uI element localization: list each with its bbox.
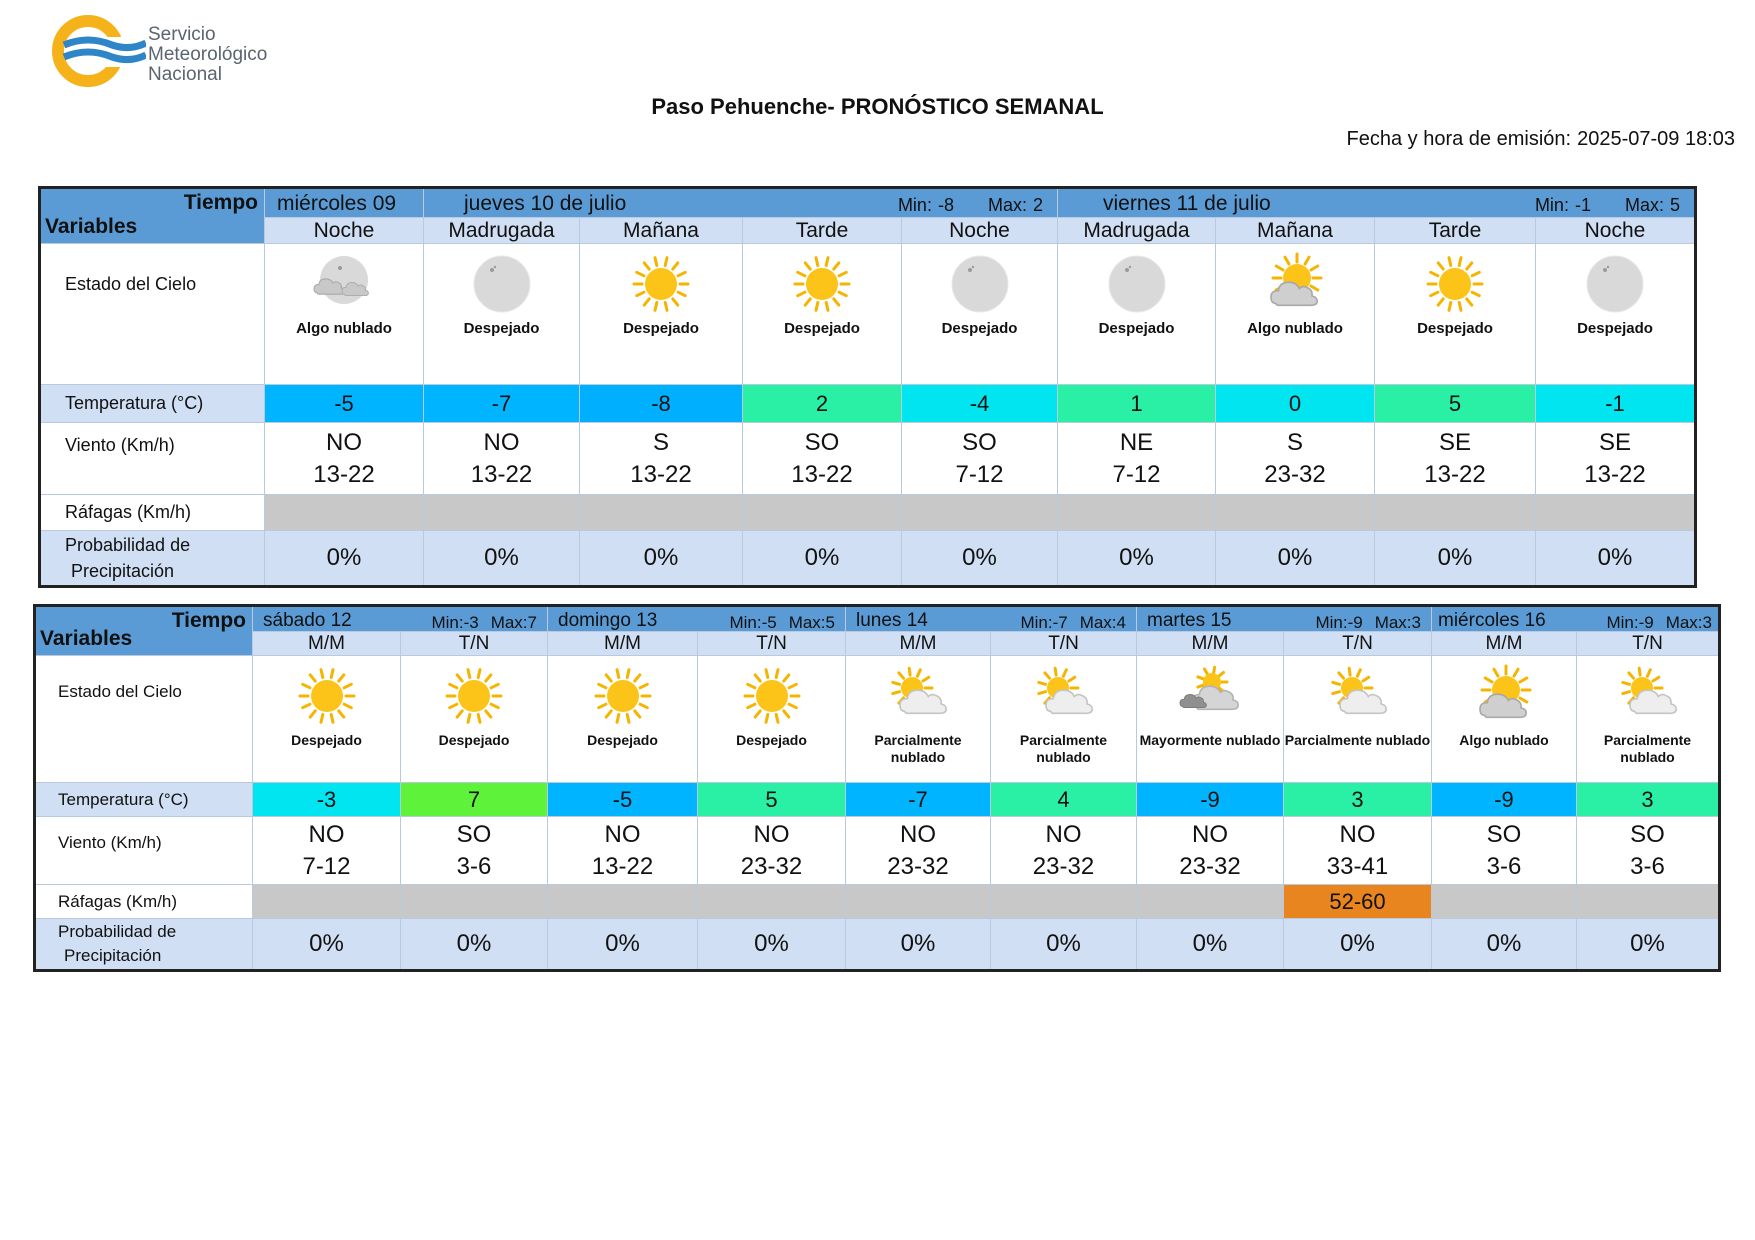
wind-cell — [1536, 423, 1696, 495]
sky-text: Despejado — [587, 732, 658, 748]
wind-speed: 23-32 — [887, 852, 949, 880]
max-label: Max: — [1665, 613, 1703, 632]
gust-row — [40, 495, 1696, 531]
forecast-table-2 — [33, 604, 1721, 972]
precipitation-cell: 0% — [265, 531, 424, 587]
sky-text: Despejado — [1417, 320, 1493, 337]
moon-icon — [470, 252, 534, 316]
precipitation-cell: 0% — [1536, 531, 1696, 587]
wind-speed: 13-22 — [470, 460, 533, 488]
temperature-cell: 3 — [1284, 783, 1432, 817]
wind-cell — [1137, 817, 1284, 885]
period-cell: T/N — [698, 632, 846, 656]
day-header — [1137, 606, 1432, 632]
sun-icon — [1423, 252, 1487, 316]
sky-row — [35, 656, 1720, 783]
gust-label: Ráfagas (Km/h) — [35, 885, 253, 919]
sky-cell — [1216, 244, 1375, 385]
sky-text: Despejado — [623, 320, 699, 337]
min-max — [425, 613, 537, 632]
max-value: 3 — [1411, 613, 1421, 632]
temp-row — [35, 783, 1720, 817]
logo-line: Nacional — [148, 64, 222, 85]
sun-icon — [740, 664, 804, 728]
sun-icon — [629, 252, 693, 316]
min-max — [1014, 613, 1126, 632]
wind-cell — [424, 423, 580, 495]
max-value: 7 — [527, 613, 537, 632]
sun-icon — [442, 664, 506, 728]
prob-label-line: Precipitación — [71, 561, 175, 581]
wind-speed: 3-6 — [1486, 852, 1522, 880]
tiempo-label: Tiempo — [171, 609, 246, 632]
sky-cell — [1432, 656, 1577, 783]
day-name: martes 15 — [1147, 610, 1232, 631]
gust-cell — [698, 885, 846, 919]
temp-label: Temperatura (°C) — [35, 783, 253, 817]
variables-label: Variables — [45, 215, 138, 238]
wind-cell — [846, 817, 991, 885]
wind-cell — [698, 817, 846, 885]
min-max — [1529, 195, 1680, 216]
sky-cell — [401, 656, 548, 783]
wind-cell — [1432, 817, 1577, 885]
wind-cell — [991, 817, 1137, 885]
period-cell: Madrugada — [424, 218, 580, 244]
temperature-cell: -1 — [1536, 385, 1696, 423]
temperature-cell: -7 — [424, 385, 580, 423]
sky-text: Despejado — [1098, 320, 1175, 337]
sky-text: Mayormente nublado — [1139, 732, 1281, 748]
max-value: 4 — [1116, 613, 1126, 632]
wind-direction: SO — [1630, 820, 1665, 848]
period-cell: M/M — [548, 632, 698, 656]
variables-header — [40, 188, 265, 244]
sky-text: Parcialmente nublado — [1284, 732, 1431, 748]
sky-cell — [424, 244, 580, 385]
gust-cell — [1216, 495, 1375, 531]
wind-direction: SO — [456, 820, 492, 848]
variables-label: Variables — [40, 627, 133, 650]
period-cell: Mañana — [580, 218, 743, 244]
precipitation-cell: 0% — [902, 531, 1058, 587]
gust-cell — [265, 495, 424, 531]
sky-text: Algo nublado — [1247, 320, 1343, 337]
max-label: Max: — [788, 613, 826, 632]
gust-row — [35, 885, 1720, 919]
prob-label — [40, 531, 265, 587]
max-label: Max: — [490, 613, 528, 632]
temperature-cell: 5 — [698, 783, 846, 817]
sky-text: Despejado — [784, 320, 860, 337]
day-header — [424, 188, 1058, 218]
sky-cell — [580, 244, 743, 385]
wind-cell — [548, 817, 698, 885]
moon-icon — [1105, 252, 1169, 316]
sky-cell — [265, 244, 424, 385]
sky-cell — [253, 656, 401, 783]
min-value: -3 — [463, 613, 479, 632]
min-label: Min: — [1534, 195, 1569, 215]
wind-cell — [1375, 423, 1536, 495]
sky-cell — [846, 656, 991, 783]
period-cell: M/M — [1137, 632, 1284, 656]
gust-cell — [401, 885, 548, 919]
wind-label: Viento (Km/h) — [40, 423, 265, 495]
gust-cell — [1137, 885, 1284, 919]
wind-speed: 13-22 — [313, 460, 375, 488]
day-name: sábado 12 — [263, 610, 352, 631]
sky-text: Despejado — [438, 732, 510, 748]
sky-text: Algo nublado — [1459, 732, 1549, 748]
sky-cell — [548, 656, 698, 783]
logo-line: Meteorológico — [148, 44, 268, 65]
temperature-cell: 2 — [743, 385, 902, 423]
prob-row — [40, 531, 1696, 587]
sky-cell — [1375, 244, 1536, 385]
gust-cell — [1432, 885, 1577, 919]
period-cell: T/N — [401, 632, 548, 656]
precipitation-cell: 0% — [1375, 531, 1536, 587]
prob-label-line: Precipitación — [64, 946, 162, 965]
max-label: Max: — [1374, 613, 1412, 632]
wind-speed: 7-12 — [1112, 460, 1161, 488]
day-header — [1432, 606, 1720, 632]
day-name: miércoles 09 — [277, 192, 397, 215]
wind-speed: 13-22 — [630, 460, 692, 488]
max-label: Max: — [1079, 613, 1117, 632]
min-value: -5 — [761, 613, 777, 632]
min-label: Min: — [1315, 613, 1348, 632]
day-header — [253, 606, 548, 632]
wind-direction: NO — [1045, 820, 1082, 848]
sky-cell — [743, 244, 902, 385]
wind-direction: NO — [1192, 820, 1228, 848]
sky-cell — [1577, 656, 1720, 783]
wind-speed: 3-6 — [456, 852, 492, 880]
wind-speed: 13-22 — [1424, 460, 1486, 488]
wind-direction: S — [652, 428, 669, 456]
sky-cell — [1137, 656, 1284, 783]
min-max — [892, 195, 1043, 216]
prob-label-line: Probabilidad de — [65, 535, 191, 555]
sky-text: Despejado — [463, 320, 540, 337]
precipitation-cell: 0% — [548, 919, 698, 971]
sky-cell — [1536, 244, 1696, 385]
emission-date — [1341, 128, 1735, 151]
temperature-cell: 7 — [401, 783, 548, 817]
day-name: domingo 13 — [558, 610, 658, 631]
wind-direction: SE — [1438, 428, 1471, 456]
precipitation-cell: 0% — [580, 531, 743, 587]
gust-label: Ráfagas (Km/h) — [40, 495, 265, 531]
gust-cell — [424, 495, 580, 531]
temperature-cell: -7 — [846, 783, 991, 817]
temperature-cell: -8 — [580, 385, 743, 423]
gust-cell — [1375, 495, 1536, 531]
gust-cell — [580, 495, 743, 531]
wind-direction: SO — [804, 428, 840, 456]
day-name: lunes 14 — [856, 610, 928, 631]
wind-speed: 33-41 — [1326, 852, 1389, 880]
period-cell: M/M — [253, 632, 401, 656]
min-value: -8 — [937, 195, 954, 215]
precipitation-cell: 0% — [1577, 919, 1720, 971]
min-max — [1309, 613, 1421, 632]
variables-header — [35, 606, 253, 656]
min-value: -9 — [1638, 613, 1654, 632]
wind-speed: 23-32 — [1179, 852, 1241, 880]
wind-speed: 23-32 — [740, 852, 803, 880]
sun-cloud-icon — [1326, 664, 1390, 728]
precipitation-cell: 0% — [1432, 919, 1577, 971]
sun-icon — [295, 664, 359, 728]
wind-speed: 3-6 — [1630, 852, 1665, 880]
sky-text: Despejado — [736, 732, 807, 748]
sun-icon — [591, 664, 655, 728]
page-title: Paso Pehuenche- PRONÓSTICO SEMANAL — [651, 94, 1104, 119]
sky-cell — [991, 656, 1137, 783]
sun-cloud-icon — [1616, 664, 1680, 728]
wind-row — [40, 423, 1696, 495]
wind-direction: NO — [483, 428, 520, 456]
smn-logo-icon — [50, 15, 146, 87]
wind-cell — [1216, 423, 1375, 495]
temp-row — [40, 385, 1696, 423]
max-label: Max: — [1624, 195, 1664, 215]
wind-direction: SO — [1486, 820, 1522, 848]
period-cell: Madrugada — [1058, 218, 1216, 244]
temperature-cell: -3 — [253, 783, 401, 817]
wind-cell — [1577, 817, 1720, 885]
sky-text: Parcialmente nublado — [874, 732, 962, 765]
wind-cell — [902, 423, 1058, 495]
sun-cloud-icon — [886, 664, 950, 728]
day-header — [1058, 188, 1696, 218]
gust-cell — [548, 885, 698, 919]
period-cell: Tarde — [743, 218, 902, 244]
wind-row — [35, 817, 1720, 885]
sky-text: Algo nublado — [296, 320, 392, 337]
wind-label: Viento (Km/h) — [35, 817, 253, 885]
precipitation-cell: 0% — [1137, 919, 1284, 971]
sun-cloud-icon — [1032, 664, 1096, 728]
sky-text: Parcialmente nublado — [1019, 732, 1108, 765]
moon-icon — [948, 252, 1012, 316]
precipitation-cell: 0% — [253, 919, 401, 971]
temperature-cell: -9 — [1432, 783, 1577, 817]
day-name: miércoles 16 — [1438, 610, 1546, 631]
min-label: Min: — [1020, 613, 1053, 632]
wind-speed: 13-22 — [791, 460, 853, 488]
smn-logo — [50, 15, 310, 95]
wind-direction: NO — [308, 820, 345, 848]
sky-label: Estado del Cielo — [35, 656, 253, 783]
wind-speed: 7-12 — [302, 852, 351, 880]
wind-speed: 23-32 — [1032, 852, 1095, 880]
period-cell: M/M — [1432, 632, 1577, 656]
day-name: viernes 11 de julio — [1103, 192, 1271, 215]
sky-cell — [902, 244, 1058, 385]
max-value: 5 — [825, 613, 835, 632]
min-max — [1600, 613, 1712, 632]
sky-text: Despejado — [291, 732, 362, 748]
forecast-table-1 — [38, 186, 1697, 588]
day-header — [548, 606, 846, 632]
min-label: Min: — [1606, 613, 1639, 632]
min-label: Min: — [897, 195, 932, 215]
sky-text: Despejado — [941, 320, 1018, 337]
moon-icon — [1583, 252, 1647, 316]
prob-label — [35, 919, 253, 971]
precipitation-cell: 0% — [1216, 531, 1375, 587]
precipitation-cell: 0% — [424, 531, 580, 587]
sky-text: Parcialmente nublado — [1603, 732, 1692, 765]
wind-cell — [1058, 423, 1216, 495]
sky-label: Estado del Cielo — [40, 244, 265, 385]
sun-partly-cloudy-icon — [1263, 252, 1327, 316]
day-name: jueves 10 de julio — [464, 192, 627, 215]
precipitation-cell: 0% — [846, 919, 991, 971]
temperature-cell: -4 — [902, 385, 1058, 423]
temperature-cell: -9 — [1137, 783, 1284, 817]
precipitation-cell: 0% — [743, 531, 902, 587]
gust-cell — [743, 495, 902, 531]
precipitation-cell: 0% — [991, 919, 1137, 971]
min-value: -9 — [1347, 613, 1363, 632]
gust-cell — [846, 885, 991, 919]
gust-cell — [991, 885, 1137, 919]
wind-direction: NO — [326, 428, 362, 456]
wind-speed: 7-12 — [955, 460, 1004, 488]
min-value: -1 — [1574, 195, 1591, 215]
wind-direction: SO — [962, 428, 997, 456]
period-cell: T/N — [1284, 632, 1432, 656]
period-cell: Noche — [1536, 218, 1696, 244]
wind-direction: SE — [1598, 428, 1631, 456]
temperature-cell: 4 — [991, 783, 1137, 817]
max-value: 2 — [1032, 195, 1043, 215]
period-row — [40, 218, 1696, 244]
wind-cell — [253, 817, 401, 885]
wind-speed: 23-32 — [1264, 460, 1326, 488]
min-label: Min: — [729, 613, 762, 632]
wind-direction: S — [1286, 428, 1303, 456]
wind-direction: NO — [1339, 820, 1376, 848]
gust-cell — [1058, 495, 1216, 531]
max-value: 5 — [1669, 195, 1680, 215]
wind-direction: NE — [1119, 428, 1154, 456]
logo-text — [148, 25, 267, 85]
min-label: Min: — [431, 613, 464, 632]
precipitation-cell: 0% — [698, 919, 846, 971]
temperature-cell: -5 — [548, 783, 698, 817]
period-cell: T/N — [1577, 632, 1720, 656]
sky-row — [40, 244, 1696, 385]
max-value: 3 — [1702, 613, 1712, 632]
precipitation-cell: 0% — [401, 919, 548, 971]
period-cell: Noche — [902, 218, 1058, 244]
wind-cell — [1284, 817, 1432, 885]
min-max — [723, 613, 835, 632]
period-cell: Noche — [265, 218, 424, 244]
gust-cell — [902, 495, 1058, 531]
sky-cell — [1284, 656, 1432, 783]
day-header — [265, 188, 424, 218]
wind-direction: NO — [753, 820, 790, 848]
prob-label-line: Probabilidad de — [58, 922, 177, 941]
night-partly-cloudy-icon — [312, 252, 376, 316]
period-cell: Mañana — [1216, 218, 1375, 244]
sun-partly-cloudy-icon — [1472, 664, 1536, 728]
wind-cell — [743, 423, 902, 495]
period-cell: Tarde — [1375, 218, 1536, 244]
wind-speed: 13-22 — [1584, 460, 1646, 488]
wind-cell — [401, 817, 548, 885]
wind-speed: 13-22 — [591, 852, 654, 880]
wind-direction: NO — [900, 820, 936, 848]
gust-cell — [1577, 885, 1720, 919]
temperature-cell: 3 — [1577, 783, 1720, 817]
sun-icon — [790, 252, 854, 316]
emission-label: Fecha y hora de emisión: — [1346, 128, 1572, 150]
wind-direction: NO — [604, 820, 641, 848]
prob-row — [35, 919, 1720, 971]
temperature-cell: -5 — [265, 385, 424, 423]
temperature-cell: 1 — [1058, 385, 1216, 423]
mostly-cloudy-icon — [1178, 664, 1242, 728]
gust-cell — [253, 885, 401, 919]
precipitation-cell: 0% — [1058, 531, 1216, 587]
sky-cell — [1058, 244, 1216, 385]
sky-cell — [698, 656, 846, 783]
wind-cell — [580, 423, 743, 495]
period-cell: T/N — [991, 632, 1137, 656]
tiempo-label: Tiempo — [183, 191, 258, 214]
period-cell: M/M — [846, 632, 991, 656]
temp-label: Temperatura (°C) — [40, 385, 265, 423]
min-value: -7 — [1052, 613, 1068, 632]
logo-line: Servicio — [148, 24, 216, 45]
temperature-cell: 5 — [1375, 385, 1536, 423]
emission-value: 2025-07-09 18:03 — [1577, 128, 1735, 150]
period-row — [35, 632, 1720, 656]
gust-cell: 52-60 — [1284, 885, 1432, 919]
temperature-cell: 0 — [1216, 385, 1375, 423]
day-header — [846, 606, 1137, 632]
wind-cell — [265, 423, 424, 495]
gust-cell — [1536, 495, 1696, 531]
max-label: Max: — [987, 195, 1027, 215]
precipitation-cell: 0% — [1284, 919, 1432, 971]
sky-text: Despejado — [1577, 320, 1653, 337]
